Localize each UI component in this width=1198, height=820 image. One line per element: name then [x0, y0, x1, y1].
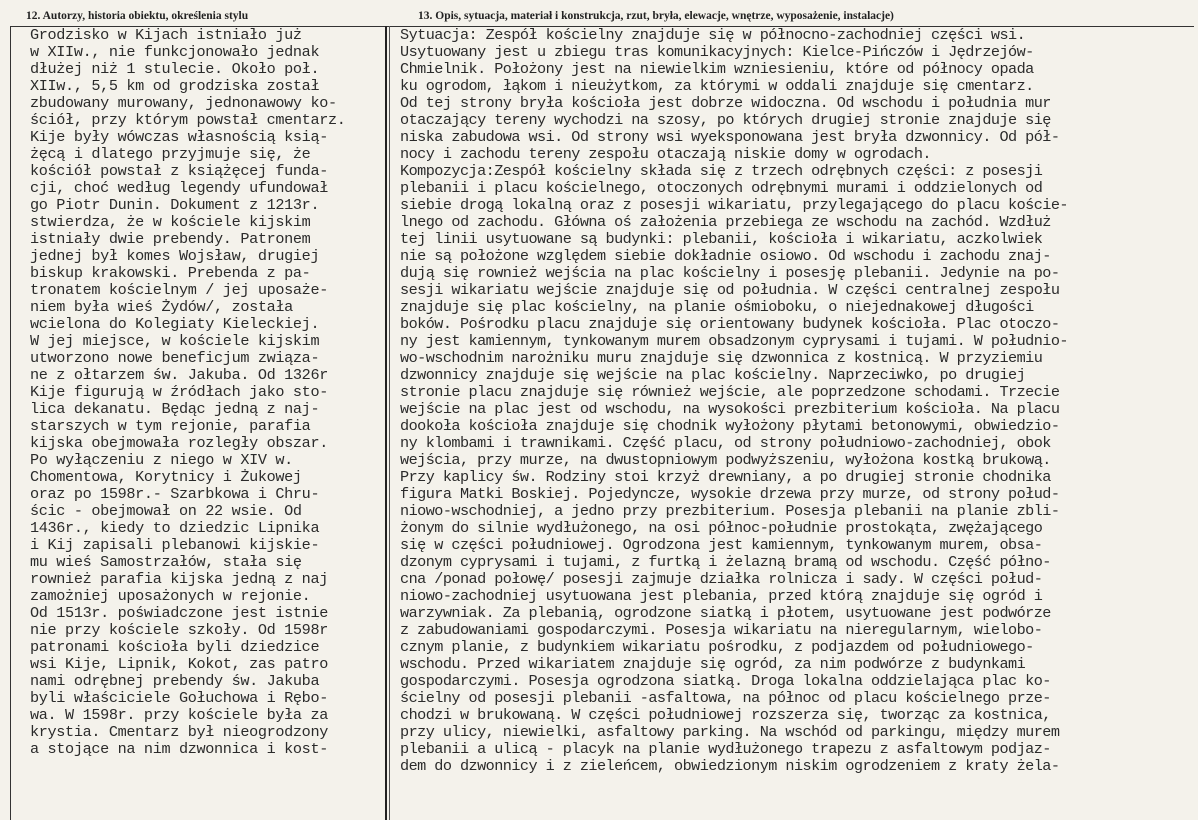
history-text-line: oraz po 1598r.- Szarbkowa i Chru-: [30, 485, 320, 503]
description-text-line: niowo-zachodniej usytuowana jest plebania, przed którą znajduje się ogród i: [400, 587, 1043, 605]
description-text-line: wejścia, przy murze, na dwustopniowym podwyższeniu, wyłożona kostką brukową.: [400, 451, 1051, 469]
description-text-line: wejście na plac jest od wschodu, na wysokości prezbiterium kościoła. Na placu: [400, 400, 1060, 418]
history-text-line: W jej miejsce, w kościele kijskim: [30, 332, 320, 350]
description-text-line: Sytuacja: Zespół kościelny znajduje się w północno-zachodniej części wsi.: [400, 26, 1026, 44]
section-heading-description: 13. Opis, sytuacja, materiał i konstrukcja, rzut, bryła, elewacje, wnętrze, wyposażenie, instalacje): [418, 10, 894, 22]
history-text-line: Chomentowa, Korytnicy i Żukowej: [30, 468, 302, 486]
description-text-line: chodzi w brukowaną. W części południowej rozszerza się, tworząc za kostnica,: [400, 706, 1051, 724]
description-text-line: z zabudowaniami gospodarczymi. Posesja wikariatu na nieregularnym, wielobo-: [400, 621, 1043, 639]
history-text-line: jednej był komes Wojsław, drugiej: [30, 247, 320, 265]
history-text-line: utworzono nowe beneficjum związa-: [30, 349, 320, 367]
description-text-line: Przy kaplicy św. Rodziny stoi krzyż drewniany, a po drugiej stronie chodnika: [400, 468, 1051, 486]
description-text-line: ścielny od posesji plebanii -asfaltowa, na północ od placu kościelnego prze-: [400, 689, 1051, 707]
description-text-line: warzywniak. Za plebanią, ogrodzone siatką i płotem, usytuowane jest podwórze: [400, 604, 1051, 622]
history-text-line: Kije figurują w źródłach jako sto-: [30, 383, 328, 401]
history-text-line: kościół powstał z książęcej funda-: [30, 162, 328, 180]
description-text-line: otaczający tereny wychodzi na szosy, po których drugiej stronie znajduje się: [400, 111, 1051, 129]
history-text-line: wsi Kije, Lipnik, Kokot, zas patro: [30, 655, 328, 673]
history-text-line: Kije były wówczas własnością ksią-: [30, 128, 328, 146]
history-text-line: rownież parafia kijska jedną z naj: [30, 570, 328, 588]
description-text-line: dookoła kościoła znajduje się chodnik wyłożony płytami betonowymi, obwiedzio-: [400, 417, 1060, 435]
history-text-line: 1436r., kiedy to dziedzic Lipnika: [30, 519, 320, 537]
description-text-line: niska zabudowa wsi. Od strony wsi wyeksponowana jest bryła dzwonnicy. Od pół-: [400, 128, 1060, 146]
description-text-line: ny jest kamiennym, tynkowanym murem obsadzonym cyprysami i tujami. W południo-: [400, 332, 1068, 350]
description-text-line: nocy i zachodu tereny zespołu otaczają niskie domy w ogrodach.: [400, 145, 931, 163]
description-text-line: Chmielnik. Położony jest na niewielkim wzniesieniu, które od północy opada: [400, 60, 1034, 78]
form-left-rule: [10, 26, 11, 820]
history-text-line: cji, choć według legendy ufundował: [30, 179, 328, 197]
history-text-column: [30, 27, 346, 758]
description-text-line: przy ulicy, niewielki, asfaltowy parking. Na wschód od parkingu, między murem: [400, 723, 1060, 741]
description-text-line: nie są położone względem siebie dokładnie osiowo. Od wschodu i zachodu znaj-: [400, 247, 1051, 265]
description-text-line: Od tej strony bryła kościoła jest dobrze widoczna. Od wschodu i południa mur: [400, 94, 1051, 112]
history-text-line: żęcą i dlatego przyjmuje się, że: [30, 145, 311, 163]
history-text-line: kijska obejmowała rozległy obszar.: [30, 434, 328, 452]
history-text-line: istniały dwie prebendy. Patronem: [30, 230, 311, 248]
history-text-line: niem była wieś Żydów/, została: [30, 298, 293, 316]
history-text-line: mu wieś Samostrzałów, stała się: [30, 553, 302, 571]
description-text-line: boków. Pośrodku placu znajduje się orientowany budynek kościoła. Plac otoczo-: [400, 315, 1060, 333]
history-text-line: stwierdza, że w kościele kijskim: [30, 213, 311, 231]
description-text-line: sesji wikariatu wejście znajduje się od południa. W części centralnej zespołu: [400, 281, 1060, 299]
history-text-line: nie przy kościele szkoły. Od 1598r: [30, 621, 328, 639]
column-divider: [385, 26, 387, 820]
history-text-line: biskup krakowski. Prebenda z pa-: [30, 264, 311, 282]
column-divider-secondary: [389, 26, 390, 820]
description-text-line: stronie placu znajduje się również wejście, ale poprzedzone schodami. Trzecie: [400, 383, 1060, 401]
history-text-line: Grodzisko w Kijach istniało już: [30, 26, 302, 44]
description-text-line: żonym do silnie wydłużonego, na osi północ-południe prostokąta, zwężającego: [400, 519, 1043, 537]
history-text-line: w XIIw., nie funkcjonowało jednak: [30, 43, 320, 61]
description-text-column: [400, 27, 1068, 775]
history-text-line: dłużej niż 1 stulecie. Około poł.: [30, 60, 320, 78]
history-text-line: lica dekanatu. Będąc jedną z naj-: [30, 400, 320, 418]
description-text-line: lnego od zachodu. Główna oś założenia przebiega ze wschodu na zachód. Wzdłuż: [400, 213, 1051, 231]
description-text-line: ny klombami i trawnikami. Część placu, od strony południowo-zachodniej, obok: [400, 434, 1051, 452]
history-text-line: starszych w tym rejonie, parafia: [30, 417, 311, 435]
description-text-line: plebanii i placu kościelnego, otoczonych odrębnymi murami i oddzielonych od: [400, 179, 1043, 197]
history-text-line: go Piotr Dunin. Dokument z 1213r.: [30, 196, 320, 214]
history-text-line: XIIw., 5,5 km od grodziska został: [30, 77, 320, 95]
history-text-line: zbudowany murowany, jednonawowy ko-: [30, 94, 337, 112]
description-text-line: cna /ponad połowę/ posesji zajmuje działka rolnicza i sady. W części połud-: [400, 570, 1043, 588]
description-text-line: plebanii a ulicą - placyk na planie wydłużonego trapezu z asfaltowym podjaz-: [400, 740, 1051, 758]
description-text-line: dują się rownież wejścia na plac kościelny i posesję plebanii. Jedynie na po-: [400, 264, 1060, 282]
history-text-line: zamożniej uposażonych w rejonie.: [30, 587, 311, 605]
history-text-line: tronatem kościelnym / jej uposaże-: [30, 281, 328, 299]
description-text-line: siebie drogą lokalną oraz z posesji wikariatu, przylegającego do placu koście-: [400, 196, 1068, 214]
history-text-line: Po wyłączeniu z niego w XIV w.: [30, 451, 293, 469]
description-text-line: tej linii usytuowane są budynki: plebanii, kościoła i wikariatu, aczkolwiek: [400, 230, 1043, 248]
history-text-line: wa. W 1598r. przy kościele była za: [30, 706, 328, 724]
description-text-line: gospodarczymi. Posesja ogrodzona siatką. Droga lokalna oddzielająca plac ko-: [400, 672, 1051, 690]
description-text-line: się w części południowej. Ogrodzona jest kamiennym, tynkowanym murem, obsa-: [400, 536, 1043, 554]
description-text-line: figura Matki Boskiej. Pojedyncze, wysokie drzewa przy murze, od strony połud-: [400, 485, 1060, 503]
history-text-line: ścic - obejmował on 22 wsie. Od: [30, 502, 302, 520]
history-text-line: ne z ołtarzem św. Jakuba. Od 1326r: [30, 366, 328, 384]
description-text-line: znajduje się plac kościelny, na planie ośmioboku, o niejednakowej długości: [400, 298, 1034, 316]
description-text-line: dzonym cyprysami i tujami, z furtką i żelazną bramą od wschodu. Część półno-: [400, 553, 1051, 571]
description-text-line: Usytuowany jest u zbiegu tras komunikacyjnych: Kielce-Pińczów i Jędrzejów-: [400, 43, 1034, 61]
history-text-line: nami odrębnej prebendy św. Jakuba: [30, 672, 320, 690]
history-text-line: byli właściciele Gołuchowa i Rębo-: [30, 689, 328, 707]
description-text-line: wo-wschodnim narożniku muru znajduje się dzwonnica z kostnicą. W przyziemiu: [400, 349, 1043, 367]
history-text-line: ściół, przy którym powstał cmentarz.: [30, 111, 346, 129]
description-text-line: Kompozycja:Zespół kościelny składa się z trzech odrębnych części: z posesji: [400, 162, 1043, 180]
history-text-line: a stojące na nim dzwonnica i kost-: [30, 740, 328, 758]
section-heading-authors-history: 12. Autorzy, historia obiektu, określenia stylu: [26, 10, 249, 22]
history-text-line: patronami kościoła byli dziedzice: [30, 638, 320, 656]
description-text-line: dzwonnicy znajduje się wejście na plac kościelny. Naprzeciwko, po drugiej: [400, 366, 1026, 384]
history-text-line: Od 1513r. poświadczone jest istnie: [30, 604, 328, 622]
description-text-line: ku ogrodom, łąkom i nieużytkom, za którymi w oddali znajduje się cmentarz.: [400, 77, 1034, 95]
description-text-line: dem do dzwonnicy i z zieleńcem, obwiedzionym niskim ogrodzeniem z kraty żela-: [400, 757, 1060, 775]
history-text-line: wcielona do Kolegiaty Kieleckiej.: [30, 315, 320, 333]
history-text-line: i Kij zapisali plebanowi kijskie-: [30, 536, 320, 554]
description-text-line: wschodu. Przed wikariatem znajduje się ogród, za nim podwórze z budynkami: [400, 655, 1026, 673]
description-text-line: niowo-wschodniej, a jedno przy prezbiterium. Posesja plebanii na planie zbli-: [400, 502, 1060, 520]
description-text-line: cznym planie, z budynkiem wikariatu pośrodku, z podjazdem od południowego-: [400, 638, 1034, 656]
history-text-line: krystia. Cmentarz był nieogrodzony: [30, 723, 328, 741]
